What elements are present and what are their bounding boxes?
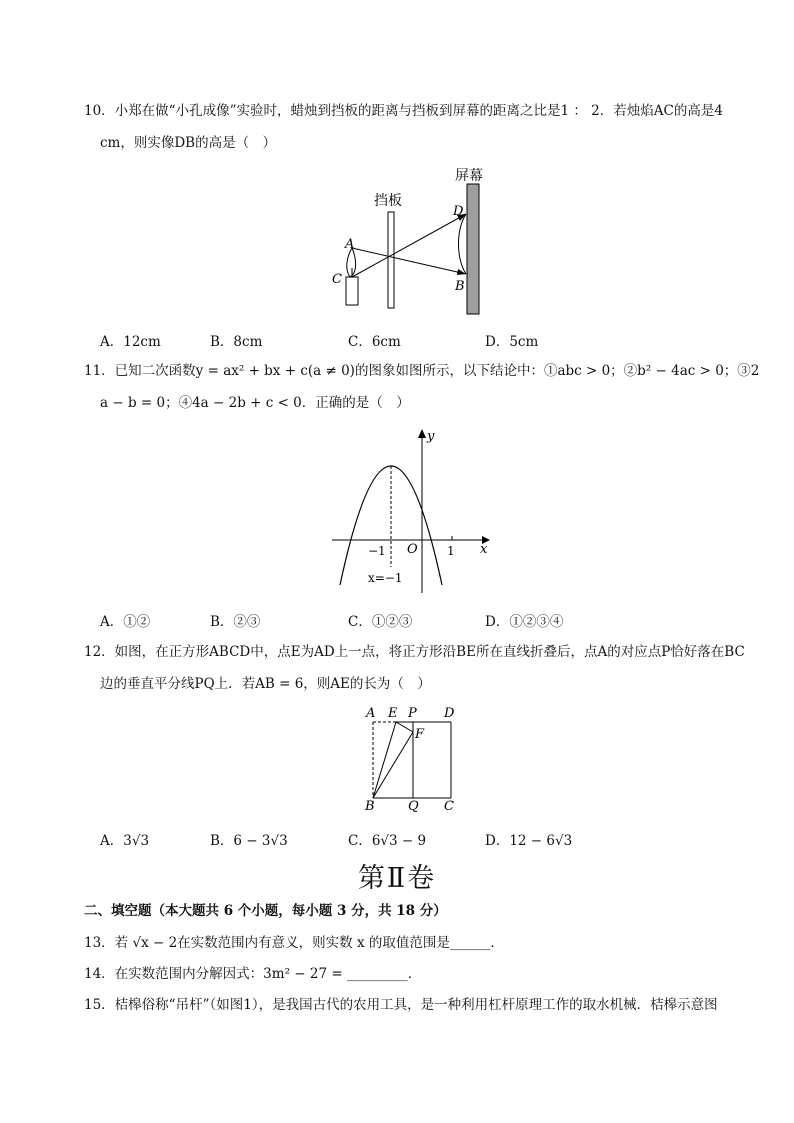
point-E: E [388,706,398,721]
point-B: B [365,799,375,814]
point-D: D [444,706,455,721]
q14: 14．在实数范围内分解因式：3m² − 27 = _________． [84,966,422,982]
q10-choice-b: B．8cm [210,334,263,350]
q11-line1: 11．已知二次函数y = ax² + bx + c(a ≠ 0)的图象如图所示，以下结论中：①abc > 0；②b² − 4ac > 0；③2 [84,363,760,379]
q12-line2: 边的垂直平分线PQ上．若AB = 6，则AE的长为（ ） [100,676,431,692]
candle-flame [347,248,356,277]
section-title: 第Ⅱ卷 [357,863,437,894]
q12-choice-c: C．6√3 − 9 [348,833,427,849]
q11-choice-a: A．①② [100,614,151,630]
q10-choice-d: D．5cm [485,334,539,350]
q11-line2: a − b = 0；④4a − 2b + c < 0．正确的是（ ） [100,395,410,411]
origin-label: O [407,542,418,557]
pinhole-figure [320,162,500,320]
point-C: C [332,272,342,287]
point-Q: Q [408,799,419,814]
point-F: F [415,727,425,742]
q13: 13．若 √x − 2在实数范围内有意义，则实数 x 的取值范围是______． [84,935,504,951]
x-axis-label: x [480,542,488,557]
q10-choice-c: C．6cm [348,334,401,350]
q11-choice-b: B．②③ [210,614,261,630]
point-C: C [444,799,454,814]
tick-1-label: 1 [447,544,455,558]
q12-choice-b: B．6 − 3√3 [210,833,288,849]
candle-body [346,277,358,305]
screen [467,184,479,314]
point-P: P [408,706,417,721]
square-fold-figure [356,704,466,816]
screen-label: 屏幕 [455,168,483,184]
q10-choice-a: A．12cm [100,334,161,350]
q11-choice-d: D．①②③④ [485,614,564,630]
baffle-label: 挡板 [374,193,402,209]
part2-heading: 二、填空题（本大题共 6 个小题，每小题 3 分，共 18 分） [84,903,447,919]
parabola-figure [328,425,498,597]
tick-neg1-label: −1 [368,544,386,558]
q10-line2: cm，则实像DB的高是（ ） [100,135,277,151]
image-arc [459,214,467,274]
y-axis-label: y [427,429,435,444]
q12-line1: 12．如图，在正方形ABCD中，点E为AD上一点，将正方形沿BE所在直线折叠后，点A的对应点P恰好落在BC [84,644,745,660]
q12-choice-a: A．3√3 [100,833,150,849]
point-D: D [453,204,464,219]
axis-of-symmetry-label: x=−1 [368,571,403,585]
q11-choice-c: C．①②③ [348,614,413,630]
baffle [388,212,394,308]
q12-choice-d: D．12 − 6√3 [485,833,573,849]
point-B: B [455,279,465,294]
point-A: A [345,237,355,252]
q15: 15．桔槔俗称“吊杆”（如图1），是我国古代的农用工具，是一种利用杠杆原理工作的取水机械．桔槔示意图 [84,997,718,1013]
point-A: A [366,706,376,721]
q10-line1: 10．小郑在做“小孔成像”实验时，蜡烛到挡板的距离与挡板到屏幕的距离之比是1 ： 2．若烛焰AC的高是4 [84,103,723,119]
